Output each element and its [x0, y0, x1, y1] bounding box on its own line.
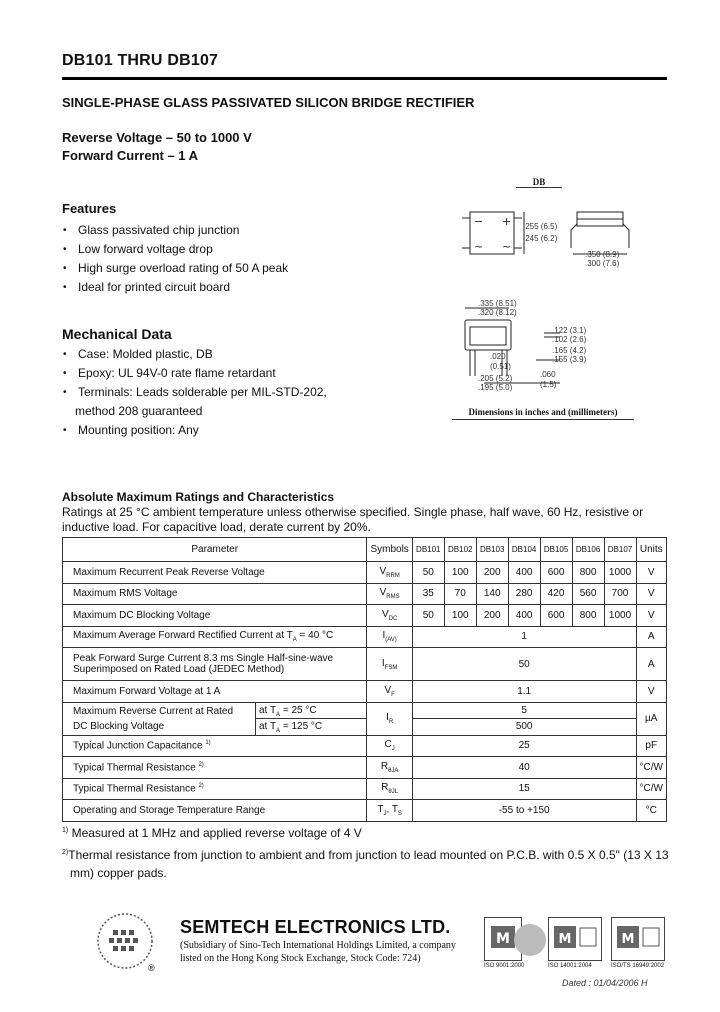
features-list: [62, 221, 288, 297]
table-row: [63, 583, 667, 605]
param-cell: Typical Junction Capacitance $^{1)}$: [63, 735, 367, 757]
dim-label: .255 (6.5): [523, 222, 558, 231]
dated-label: Dated : 01/04/2006 H: [562, 978, 648, 988]
dim-label: .020: [490, 352, 506, 361]
value-cell: 560: [572, 583, 604, 605]
table-row: [63, 778, 667, 800]
company-subsidiary: (Subsidiary of Sino-Tech International Holdings Limited, a company listed on the Hong Kong Stock Exchange, Stock Code: 724): [180, 940, 456, 964]
forward-current-spec: Forward Current – 1 A: [62, 148, 199, 163]
value-cell: 700: [604, 583, 636, 605]
symbol-cell: $I_{(AV)}$: [367, 626, 412, 648]
header-cell: DB107: [604, 538, 636, 562]
list-item: • Ideal for printed circuit board: [62, 278, 288, 297]
value-cell: 1000: [604, 562, 636, 584]
value-cell: 50: [412, 648, 636, 681]
value-cell: 1.1: [412, 681, 636, 703]
value-cell: 400: [508, 605, 540, 627]
dim-label: (0.51): [490, 362, 511, 371]
note-2: $^{2)}$Thermal resistance from junction to ambient and from junction to lead mounted on P.C.B. with 0.5 X 0.5" (13 X 13 mm) copper pads.: [62, 848, 669, 880]
page-title: DB101 THRU DB107: [62, 52, 219, 69]
table-header-row: [63, 538, 667, 562]
value-cell: 50: [412, 605, 444, 627]
header-cell: Parameter: [63, 538, 367, 562]
symbol-cell: $V_F$: [367, 681, 412, 703]
zert-badge-icon: [514, 924, 546, 956]
param-cell: Operating and Storage Temperature Range: [63, 800, 367, 822]
ac-symbol-right: ~: [502, 240, 512, 253]
svg-text:M: M: [558, 932, 572, 947]
unit-cell: pF: [636, 735, 667, 757]
symbol-cell: $R_{\theta JA}$: [367, 757, 412, 779]
value-cell: 280: [508, 583, 540, 605]
list-item: • Epoxy: UL 94V-0 rate flame retardant: [62, 364, 327, 383]
dim-label: .102 (2.6): [552, 335, 587, 344]
dim-label: (1.5): [540, 380, 557, 389]
value-cell: 600: [540, 562, 572, 584]
unit-cell: °C/W: [636, 757, 667, 779]
dim-label: .060: [540, 370, 556, 379]
table-row: [63, 735, 667, 757]
header-cell: Units: [636, 538, 667, 562]
moody-m-icon: [612, 918, 664, 960]
company-name: SEMTECH ELECTRONICS LTD.: [180, 917, 451, 937]
param-cell: Maximum DC Blocking Voltage: [63, 605, 367, 627]
list-item: • Low forward voltage drop: [62, 240, 288, 259]
ratings-title: Absolute Maximum Ratings and Characteristics: [62, 490, 335, 504]
cert-label: ISO 9001:2000: [484, 963, 525, 969]
value-cell: -55 to +150: [412, 800, 636, 822]
minus-symbol: −: [474, 215, 484, 228]
header-cell: DB105: [540, 538, 572, 562]
value-cell: 100: [444, 562, 476, 584]
param-cell: Maximum RMS Voltage: [63, 583, 367, 605]
unit-cell: V: [636, 681, 667, 703]
table-row: [63, 702, 667, 735]
symbol-cell: $T_J$, $T_S$: [367, 800, 412, 822]
list-item: • Mounting position: Any: [62, 421, 327, 440]
value-cell: 15: [412, 778, 636, 800]
value-cell: 800: [572, 562, 604, 584]
ratings-table: [62, 537, 667, 822]
moody-m-icon: [549, 918, 601, 960]
param-cell: Peak Forward Surge Current 8.3 ms Single Half-sine-wave Superimposed on Rated Load (JEDEC Method): [63, 648, 367, 681]
list-item: • High surge overload rating of 50 A peak: [62, 259, 288, 278]
table-row: [63, 562, 667, 584]
cert-label: ISO 14001:2004: [548, 963, 592, 969]
table-row: [63, 648, 667, 681]
unit-cell: A: [636, 648, 667, 681]
semtech-logo-icon: [96, 912, 154, 970]
value-cell: 140: [476, 583, 508, 605]
page-subtitle: SINGLE-PHASE GLASS PASSIVATED SILICON BRIDGE RECTIFIER: [62, 95, 475, 110]
reverse-voltage-spec: Reverse Voltage – 50 to 1000 V: [62, 130, 252, 145]
value-cell: 25: [412, 735, 636, 757]
unit-cell: µA: [636, 702, 667, 735]
symbol-cell: $I_R$: [367, 702, 412, 735]
list-item: method 208 guaranteed: [75, 404, 203, 418]
certification-badge: [611, 917, 665, 961]
dim-label: .300 (7.6): [585, 259, 620, 268]
value-cell: 420: [540, 583, 572, 605]
unit-cell: °C: [636, 800, 667, 822]
plus-symbol: +: [502, 215, 512, 228]
header-cell: DB102: [444, 538, 476, 562]
value-cell: 70: [444, 583, 476, 605]
svg-text:M: M: [621, 932, 635, 947]
mechanical-list: [62, 345, 327, 440]
symbol-cell: $R_{\theta JL}$: [367, 778, 412, 800]
table-row: [63, 800, 667, 822]
dim-label: .245 (6.2): [523, 234, 558, 243]
value-cell: 800: [572, 605, 604, 627]
dim-label: .122 (3.1): [552, 326, 587, 335]
value-cell: 50: [412, 562, 444, 584]
value-cell: 400: [508, 562, 540, 584]
dim-label: .205 (5.2): [478, 374, 513, 383]
dim-label: .335 (8.51): [478, 299, 517, 308]
diagram-caption: Dimensions in inches and (millimeters): [452, 407, 634, 420]
value-cell: 40: [412, 757, 636, 779]
param-cell: Maximum Reverse Current at Rated DC Blocking Voltage at $T_A = 25$ °C at $T_A = 125$ °C: [63, 702, 367, 735]
symbol-cell: $V_{RRM}$: [367, 562, 412, 584]
symbol-cell: $V_{RMS}$: [367, 583, 412, 605]
param-cell: Maximum Forward Voltage at 1 A: [63, 681, 367, 703]
note-1: $^{1)}$ Measured at 1 MHz and applied reverse voltage of 4 V: [62, 826, 362, 840]
cert-label: ISO/TS 16949:2002: [611, 963, 665, 969]
value-cell: 200: [476, 605, 508, 627]
value-cell: 1000: [604, 605, 636, 627]
unit-cell: V: [636, 583, 667, 605]
param-cell: Maximum Recurrent Peak Reverse Voltage: [63, 562, 367, 584]
list-item: • Case: Molded plastic, DB: [62, 345, 327, 364]
dim-label: .155 (3.9): [552, 355, 587, 364]
value-cell: 600: [540, 605, 572, 627]
ac-symbol-left: ~: [474, 240, 484, 253]
param-cell: Maximum Average Forward Rectified Current at $T_A = 40$ °C: [63, 626, 367, 648]
value-cell: 200: [476, 562, 508, 584]
list-item: • Glass passivated chip junction: [62, 221, 288, 240]
unit-cell: V: [636, 562, 667, 584]
unit-cell: A: [636, 626, 667, 648]
value-cell: 100: [444, 605, 476, 627]
mechanical-heading: Mechanical Data: [62, 326, 172, 342]
table-row: [63, 681, 667, 703]
value-cell: 1: [412, 626, 636, 648]
value-cell: 5 500: [412, 702, 636, 735]
value-cell: 35: [412, 583, 444, 605]
package-label: DB: [516, 177, 562, 188]
header-cell: DB101: [412, 538, 444, 562]
symbol-cell: $V_{DC}$: [367, 605, 412, 627]
table-row: [63, 605, 667, 627]
dim-label: .165 (4.2): [552, 346, 587, 355]
features-heading: Features: [62, 201, 117, 216]
param-cell: Typical Thermal Resistance $^{2)}$: [63, 757, 367, 779]
ratings-description: Ratings at 25 °C ambient temperature unless otherwise specified. Single phase, half wave, 60 Hz, resistive or inductive load. For capacitive load, derate current by 20%.: [62, 505, 644, 534]
unit-cell: V: [636, 605, 667, 627]
certification-badge: [548, 917, 602, 961]
header-cell: Symbols: [367, 538, 412, 562]
dim-label: .350 (8.9): [585, 250, 620, 259]
unit-cell: °C/W: [636, 778, 667, 800]
list-item: • Terminals: Leads solderable per MIL-STD-202,: [62, 383, 327, 402]
table-row: [63, 757, 667, 779]
param-cell: Typical Thermal Resistance $^{2)}$: [63, 778, 367, 800]
header-cell: DB103: [476, 538, 508, 562]
symbol-cell: $I_{FSM}$: [367, 648, 412, 681]
dim-label: .195 (5.0): [478, 383, 513, 392]
table-row: [63, 626, 667, 648]
title-rule: [62, 77, 667, 80]
registered-mark: ®: [148, 963, 155, 973]
symbol-cell: $C_J$: [367, 735, 412, 757]
dim-label: .320 (8.12): [478, 308, 517, 317]
header-cell: DB104: [508, 538, 540, 562]
header-cell: DB106: [572, 538, 604, 562]
svg-text:M: M: [496, 931, 510, 947]
